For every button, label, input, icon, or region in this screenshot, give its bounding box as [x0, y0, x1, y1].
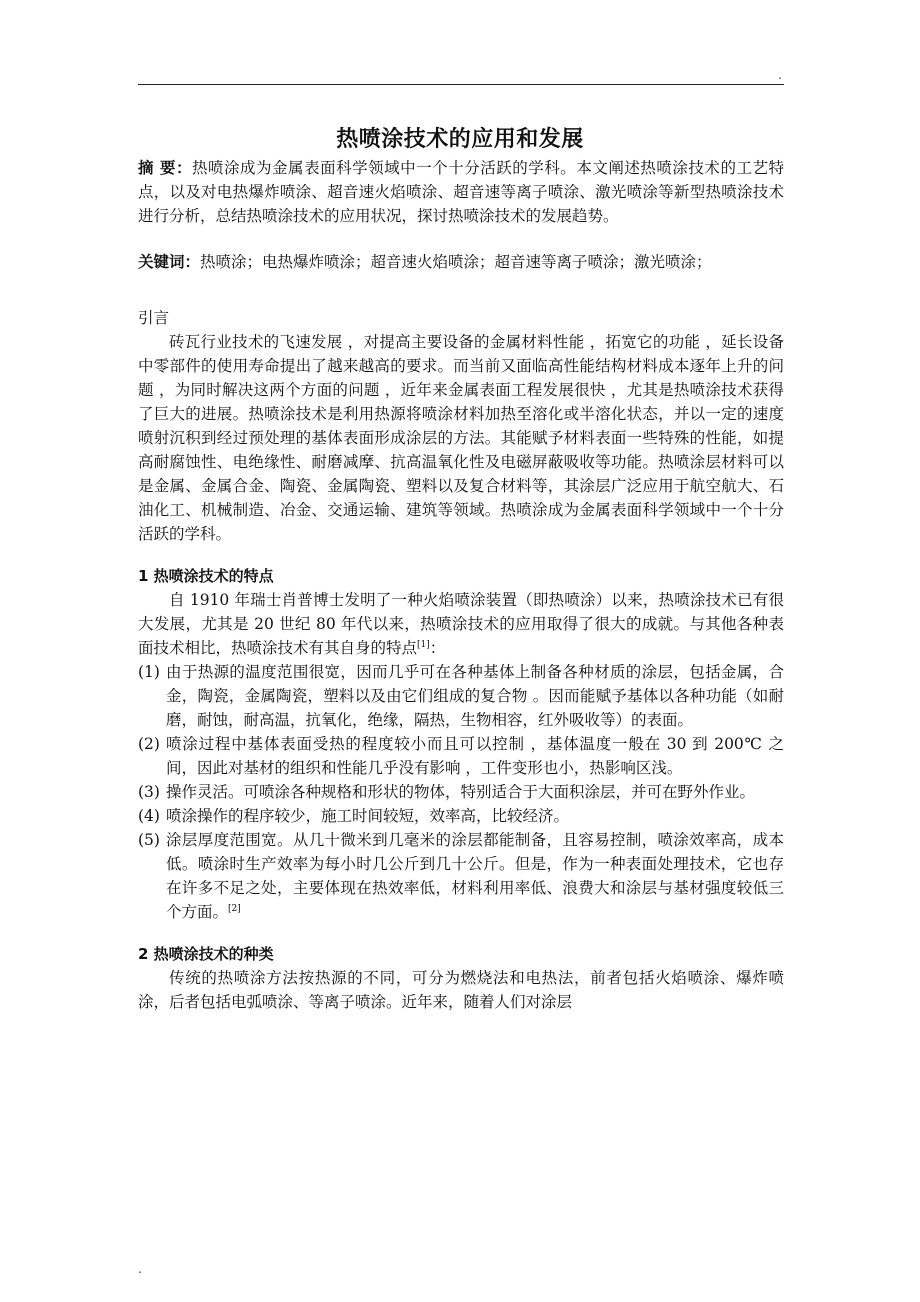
section-1-paragraph	[138, 588, 784, 660]
list-item-text: 操作灵活。可喷涂各种规格和形状的物体，特别适合于大面积涂层，并可在野外作业。	[166, 783, 756, 801]
abstract-text: 热喷涂成为金属表面科学领域中一个十分活跃的学科。本文阐述热喷涂技术的工艺特点，以及对电热爆炸喷涂、超音速火焰喷涂、超音速等离子喷涂、激光喷涂等新型热喷涂技术进行分析，总结热喷涂技术的应用状况，探讨热喷涂技术的发展趋势。	[138, 159, 784, 225]
feature-list	[138, 660, 784, 924]
keywords-label: 关键词：	[138, 253, 201, 271]
header-rule	[138, 84, 784, 85]
footer-mark: .	[138, 1262, 142, 1276]
section-2-heading: 2 热喷涂技术的种类	[138, 945, 274, 963]
abstract	[138, 156, 784, 228]
citation: [1]	[417, 639, 430, 650]
list-item	[138, 780, 784, 804]
intro-paragraph: 砖瓦行业技术的飞速发展 ，对提高主要设备的金属材料性能 ，拓宽它的功能 ，延长设备中零部件的使用寿命提出了越来越高的要求。而当前又面临高性能结构材料成本逐年上升的问题 ，为同时解决这两个方面的问题 ，近年来金属表面工程发展很快 ，尤其是热喷涂技术获得了巨大的进展。热喷涂技术是利用热源将喷涂材料加热至溶化或半溶化状态，并以一定的速度喷射沉积到经过预处理的基体表面形成涂层的方法。其能赋予材料表面一些特殊的性能，如提高耐腐蚀性、电绝缘性、耐磨减摩、抗高温氧化性及电磁屏蔽吸收等功能。热喷涂层材料可以是金属、金属合金、陶瓷、金属陶瓷、塑料以及复合材料等，其涂层广泛应用于航空航大、石油化工、机械制造、冶金、交通运输、建筑等领域。热喷涂成为金属表面科学领域中一个十分活跃的学科。	[138, 333, 784, 543]
list-item	[138, 804, 784, 828]
abstract-label: 摘 要：	[138, 159, 192, 177]
section-1-heading: 1 热喷涂技术的特点	[138, 567, 274, 585]
list-item-number: (2)	[138, 735, 160, 753]
intro-heading: 引言	[138, 309, 170, 327]
list-item-text: 由于热源的温度范围很宽，因而几乎可在各种基体上制备各种材质的涂层，包括金属，合金，陶瓷，金属陶瓷，塑料以及由它们组成的复合物 。因而能赋予基体以各种功能（如耐磨，耐蚀，耐高温，抗氧化，绝缘，隔热，生物相容，红外吸收等）的表面。	[166, 663, 784, 729]
list-item-text: 喷涂操作的程序较少，施工时间较短，效率高，比较经济。	[166, 807, 570, 825]
list-item-number: (3)	[138, 783, 160, 801]
list-item-text: 喷涂过程中基体表面受热的程度较小而且可以控制 ，基体温度一般在 30 到 200℃ 之间，因此对基材的组织和性能几乎没有影响 ，工件变形也小，热影响区浅。	[166, 735, 784, 777]
header-mark: .	[778, 68, 782, 82]
section-1-tail: ：	[429, 639, 446, 657]
document-body	[138, 156, 784, 1014]
keywords	[138, 250, 784, 274]
list-item-number: (5)	[138, 831, 160, 849]
document-title: 热喷涂技术的应用和发展	[336, 127, 584, 152]
list-item-number: (1)	[138, 663, 160, 681]
list-item-number: (4)	[138, 807, 160, 825]
list-item	[138, 660, 784, 732]
list-item	[138, 828, 784, 924]
list-item-text: 涂层厚度范围宽。从几十微米到几毫米的涂层都能制备，且容易控制，喷涂效率高，成本低。喷涂时生产效率为每小时几公斤到几十公斤。但是，作为一种表面处理技术，它也存在许多不足之处，主要体现在热效率低，材料利用率低、浪费大和涂层与基材强度较低三个方面。	[166, 831, 784, 921]
keywords-text: 热喷涂；电热爆炸喷涂；超音速火焰喷涂；超音速等离子喷涂；激光喷涂；	[200, 253, 712, 271]
section-2-paragraph: 传统的热喷涂方法按热源的不同，可分为燃烧法和电热法，前者包括火焰喷涂、爆炸喷涂，后者包括电弧喷涂、等离子喷涂。近年来，随着人们对涂层	[138, 969, 784, 1011]
section-1-text: 自 1910 年瑞士肖普博士发明了一种火焰喷涂装置（即热喷涂）以来，热喷涂技术已有很大发展，尤其是 20 世纪 80 年代以来，热喷涂技术的应用取得了很大的成就。与其他各种表面技术相比，热喷涂技术有其自身的特点	[138, 591, 784, 657]
list-item	[138, 732, 784, 780]
citation: [2]	[228, 903, 241, 914]
